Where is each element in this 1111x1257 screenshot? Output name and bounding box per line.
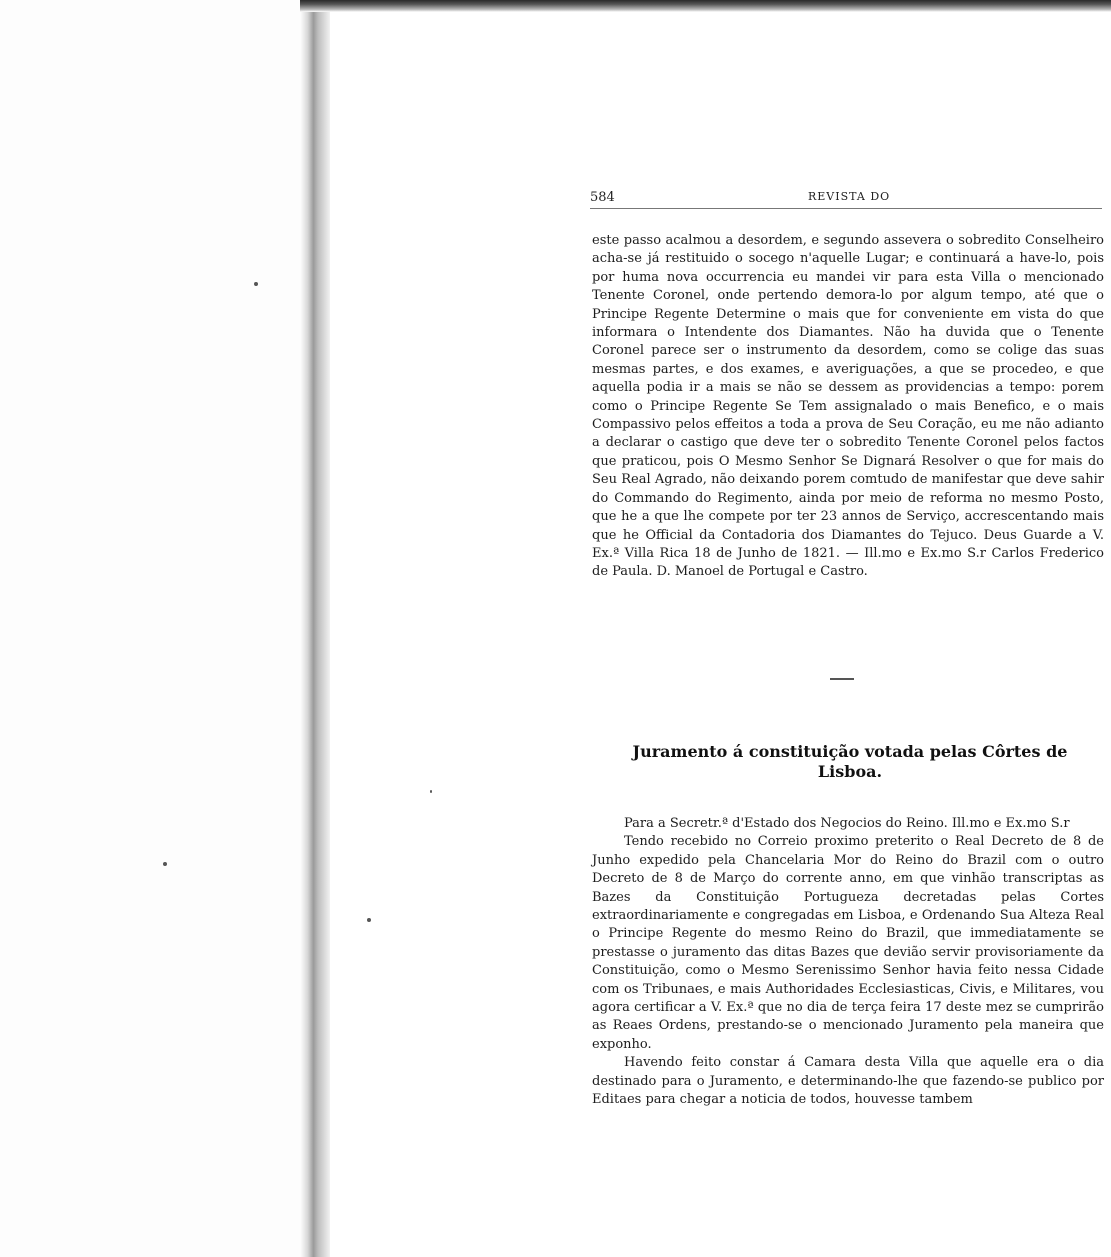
scan-speck: [367, 918, 371, 922]
page-header: [590, 188, 1102, 209]
scan-speck: [430, 790, 432, 793]
section-title: Juramento á constituição votada pelas Côrtes de Lisboa.: [632, 742, 1068, 781]
text-block-bottom: [592, 815, 1104, 1110]
paragraph: este passo acalmou a desordem, e segundo assevera o sobredito Conselheiro acha-se já restituido o socego n'aquelle Lugar; e continuará a have-lo, pois por huma nova occurrencia eu mandei vir para esta Villa o mencionado Tenente Coronel, onde pertendo demora-lo por algum tempo, até que o Principe Regente Determine o mais que for conveniente em vista do que informara o Intendente dos Diamantes. Não ha duvida que o Tenente Coronel parece ser o instrumento da desordem, como se colige das suas mesmas partes, e dos exames, e averiguações, a que se procedeo, e que aquella podia ir a mais se não se dessem as providencias a tempo: porem como o Principe Regente Se Tem assignalado o mais Benefico, e o mais Compassivo pelos effeitos a toda a prova de Seu Coração, eu me não adianto a declarar o castigo que deve ter o sobredito Tenente Coronel pelos factos que praticou, pois O Mesmo Senhor Se Dignará Resolver o que for mais do Seu Real Agrado, não deixando porem comtudo de manifestar que deve sahir do Commando do Regimento, ainda por meio de reforma no mesmo Posto, que he a que lhe compete por ter 23 annos de Serviço, accrescentando mais que he Official da Contadoria dos Diamantes do Tejuco. Deus Guarde a V. Ex.ª Villa Rica 18 de Junho de 1821. — Ill.mo e Ex.mo S.r Carlos Frederico de Paula. D. Manoel de Portugal e Castro.: [592, 233, 1104, 580]
paragraph: Havendo feito constar á Camara desta Villa que aquelle era o dia destinado para o Juramento, e determinando-lhe que fazendo-se publico por Editaes para chegar a noticia de todos, houvesse tambem: [592, 1055, 1104, 1108]
addressee-line: Para a Secretr.ª d'Estado dos Negocios do Reino. Ill.mo e Ex.mo S.r: [624, 816, 1070, 831]
paragraph: Tendo recebido no Correio proximo preterito o Real Decreto de 8 de Junho expedido pela Chancelaria Mor do Reino do Brazil com o outro Decreto de 8 de Março do corrente anno, em que vinhão transcriptas as Bazes da Constituição Portugueza decretadas pelas Cortes extraordinariamente e congregadas em Lisboa, e Ordenando Sua Alteza Real o Principe Regente do mesmo Reino do Brazil, que immediatamente se prestasse o juramento das ditas Bazes que devião servir provisoriamente da Constituição, como o Mesmo Serenissimo Senhor havia feito nessa Cidade com os Tribunaes, e mais Authoridades Ecclesiasticas, Civis, e Militares, vou agora certificar a V. Ex.ª que no dia de terça feira 17 deste mez se cumprirão as Reaes Ordens, prestando-se o mencionado Juramento pela maneira que exponho.: [592, 834, 1104, 1052]
page-number: 584: [590, 190, 615, 205]
running-head: REVISTA DO: [808, 190, 891, 203]
text-block-top: [592, 232, 1104, 582]
scan-speck: [163, 862, 167, 866]
page-left-margin: [0, 0, 312, 1257]
section-divider: [830, 678, 854, 680]
page-top-edge: [300, 0, 1111, 12]
book-binding-shadow: [300, 0, 330, 1257]
scan-speck: [254, 282, 258, 286]
